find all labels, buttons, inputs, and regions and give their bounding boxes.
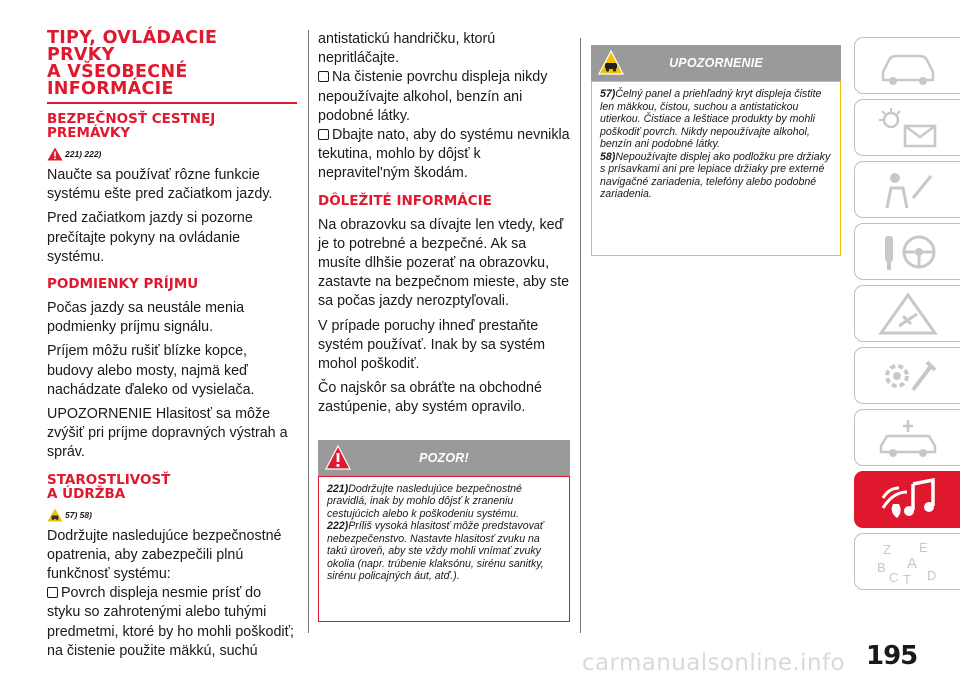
warning-text: Dodržujte nasledujúce bezpečnostné pravidlá, inak by mohlo dôjsť k zraneniu cestujúcich alebo k poškodeniu systému. bbox=[327, 482, 522, 520]
tab-specs[interactable] bbox=[854, 409, 960, 466]
chapter-tabs bbox=[854, 37, 960, 595]
bullet-item bbox=[47, 584, 297, 661]
chapter-title-line: A VŠEOBECNÉ bbox=[47, 62, 188, 82]
watermark: carmanualsonline.info bbox=[582, 650, 845, 676]
warning-triangle-icon bbox=[47, 147, 63, 161]
checkbox-bullet-icon bbox=[47, 587, 58, 598]
heading-line: STAROSTLIVOSŤ bbox=[47, 471, 171, 488]
section-heading-reception: PODMIENKY PRÍJMU bbox=[47, 276, 199, 293]
section-heading-important: DÔLEŽITÉ INFORMÁCIE bbox=[318, 192, 492, 209]
paragraph: Naučte sa používať rôzne funkcie systému ešte pred začiatkom jazdy. bbox=[47, 167, 273, 203]
caution-car-icon bbox=[597, 49, 625, 77]
caution-number: 58) bbox=[600, 150, 616, 163]
dashboard-lights-icon bbox=[873, 106, 943, 150]
warning-breakdown-icon bbox=[873, 292, 943, 336]
paragraph: Na obrazovku sa dívajte len vtedy, keď je to potrebné a bezpečné. Ak sa musíte dlhšie pozerať na obrazovku, zastavte na bezpečnom mieste, aby ste sa počas jazdy nerozptyľovali. bbox=[318, 216, 570, 310]
paragraph: Dodržujte nasledujúce bezpečnostné opatrenia, aby zabezpečili plnú funkčnosť systému: bbox=[47, 527, 282, 583]
car-icon bbox=[873, 44, 943, 88]
paragraph: Čo najskôr sa obráťte na obchodné zastúpenie, aby systém opravilo. bbox=[318, 380, 542, 416]
index-letter: Z bbox=[882, 541, 891, 557]
tab-car[interactable] bbox=[854, 37, 960, 94]
heading-line: PREMÁVKY bbox=[47, 125, 131, 141]
heading-line: BEZPEČNOSŤ CESTNEJ bbox=[47, 111, 216, 127]
chapter-title-line: TIPY, OVLÁDACIE bbox=[47, 28, 218, 48]
paragraph: UPOZORNENIE Hlasitosť sa môže zvýšiť pri príjme dopravných výstrah a správ. bbox=[47, 406, 288, 461]
warning-box bbox=[318, 440, 570, 622]
caution-text: Nepoužívajte displej ako podložku pre držiaky s prísavkami ani pre lepiace držiaky pre externé navigačné zariadenia, telefóny alebo podobné zariadenia. bbox=[600, 150, 831, 200]
warning-number: 221) bbox=[327, 482, 349, 495]
tab-warning-breakdown[interactable] bbox=[854, 285, 960, 342]
specs-icon bbox=[873, 416, 943, 460]
title-rule bbox=[47, 102, 297, 104]
bullet-item bbox=[318, 126, 570, 184]
tab-dashboard-lights[interactable] bbox=[854, 99, 960, 156]
warning-text: Príliš vysoká hlasitosť môže predstavovať nebezpečenstvo. Nastavte hlasitosť zvuku na takú úroveň, aby ste vždy mohli vnímať zvuky okolia (napr. trúbenie klaksónu, sirénu sanitky, sirénu policajných áut, atď.). bbox=[327, 520, 544, 583]
caution-text: Čelný panel a priehľadný kryt displeja čistite len mäkkou, čistou, suchou a antistatickou utierkou. Čistiace a leštiace produkty by mohli poškodiť povrch. Nikdy nepoužívajte alkohol, benzín ani podobné látky. bbox=[600, 88, 822, 150]
multimedia-icon bbox=[873, 478, 943, 522]
warning-number: 222) bbox=[327, 520, 349, 533]
checkbox-bullet-icon bbox=[318, 129, 329, 140]
column-divider-2 bbox=[580, 38, 581, 633]
paragraph: V prípade poruchy ihneď prestaňte systém používať. Inak by sa systém mohol poškodiť. bbox=[318, 317, 546, 373]
index-letter: D bbox=[926, 567, 936, 583]
warning-box-body bbox=[318, 476, 570, 622]
caution-box bbox=[591, 45, 841, 256]
index-letter: E bbox=[918, 539, 928, 555]
paragraph: Príjem môžu rušiť blízke kopce, budovy alebo mosty, najmä keď nachádzate ďaleko od vysielača. bbox=[47, 343, 255, 398]
index-icon bbox=[873, 540, 943, 584]
reference-numbers: 221) 222) bbox=[65, 149, 102, 159]
warning-reference bbox=[47, 144, 297, 164]
caution-item bbox=[600, 151, 832, 201]
page-number: 195 bbox=[866, 641, 918, 671]
paragraph: Počas jazdy sa neustále menia podmienky príjmu signálu. bbox=[47, 300, 245, 336]
reference-numbers: 57) 58) bbox=[65, 509, 92, 520]
tab-safety[interactable] bbox=[854, 161, 960, 218]
caution-number: 57) bbox=[600, 88, 616, 100]
warning-triangle-icon bbox=[324, 444, 352, 472]
safety-icon bbox=[873, 168, 943, 212]
index-letter: C bbox=[888, 569, 898, 584]
bullet-text: Na čistenie povrchu displeja nikdy nepoužívajte alkohol, benzín ani podobné látky. bbox=[318, 69, 548, 124]
index-letter: B bbox=[876, 559, 886, 575]
warning-item bbox=[327, 520, 561, 583]
tab-index[interactable] bbox=[854, 533, 960, 590]
maintenance-icon bbox=[873, 354, 943, 398]
warning-item bbox=[327, 483, 561, 521]
column-3 bbox=[591, 45, 841, 256]
section-heading-road-safety bbox=[47, 112, 297, 140]
key-steering-icon bbox=[873, 230, 943, 274]
bullet-text: Dbajte nato, aby do systému nevnikla tekutina, mohlo by dôjsť k nepravitel'ným škodám. bbox=[318, 127, 570, 182]
column-1 bbox=[47, 30, 297, 666]
index-letter: T bbox=[902, 571, 911, 584]
caution-reference bbox=[47, 505, 297, 525]
tab-multimedia[interactable] bbox=[854, 471, 960, 528]
tab-key-steering[interactable] bbox=[854, 223, 960, 280]
chapter-title bbox=[47, 30, 297, 98]
chapter-title-line: PRVKY bbox=[47, 45, 115, 65]
caution-box-header bbox=[591, 45, 841, 81]
paragraph: Pred začiatkom jazdy si pozorne prečítajte pokyny na ovládanie systému. bbox=[47, 210, 253, 265]
section-heading-care bbox=[47, 473, 297, 501]
warning-box-title: POZOR! bbox=[419, 450, 469, 465]
bullet-text: Povrch displeja nesmie prísť do styku so zahrotenými alebo tuhými predmetmi, ktoré by ho mohli poškodiť; na čistenie použite mäkkú, suchú bbox=[47, 585, 294, 659]
tab-maintenance[interactable] bbox=[854, 347, 960, 404]
caution-box-title: UPOZORNENIE bbox=[669, 56, 763, 70]
column-divider-1 bbox=[308, 30, 309, 633]
caution-box-body bbox=[591, 81, 841, 256]
heading-line: A ÚDRŽBA bbox=[47, 485, 126, 502]
bullet-item bbox=[318, 68, 570, 126]
checkbox-bullet-icon bbox=[318, 71, 329, 82]
index-letter: A bbox=[906, 554, 917, 572]
column-2 bbox=[318, 30, 570, 622]
paragraph-continuation: antistatickú handričku, ktorú nepritláčajte. bbox=[318, 31, 496, 67]
chapter-title-line: INFORMÁCIE bbox=[47, 79, 174, 99]
warning-box-header bbox=[318, 440, 570, 476]
caution-item bbox=[600, 88, 832, 151]
caution-car-icon bbox=[47, 508, 63, 522]
